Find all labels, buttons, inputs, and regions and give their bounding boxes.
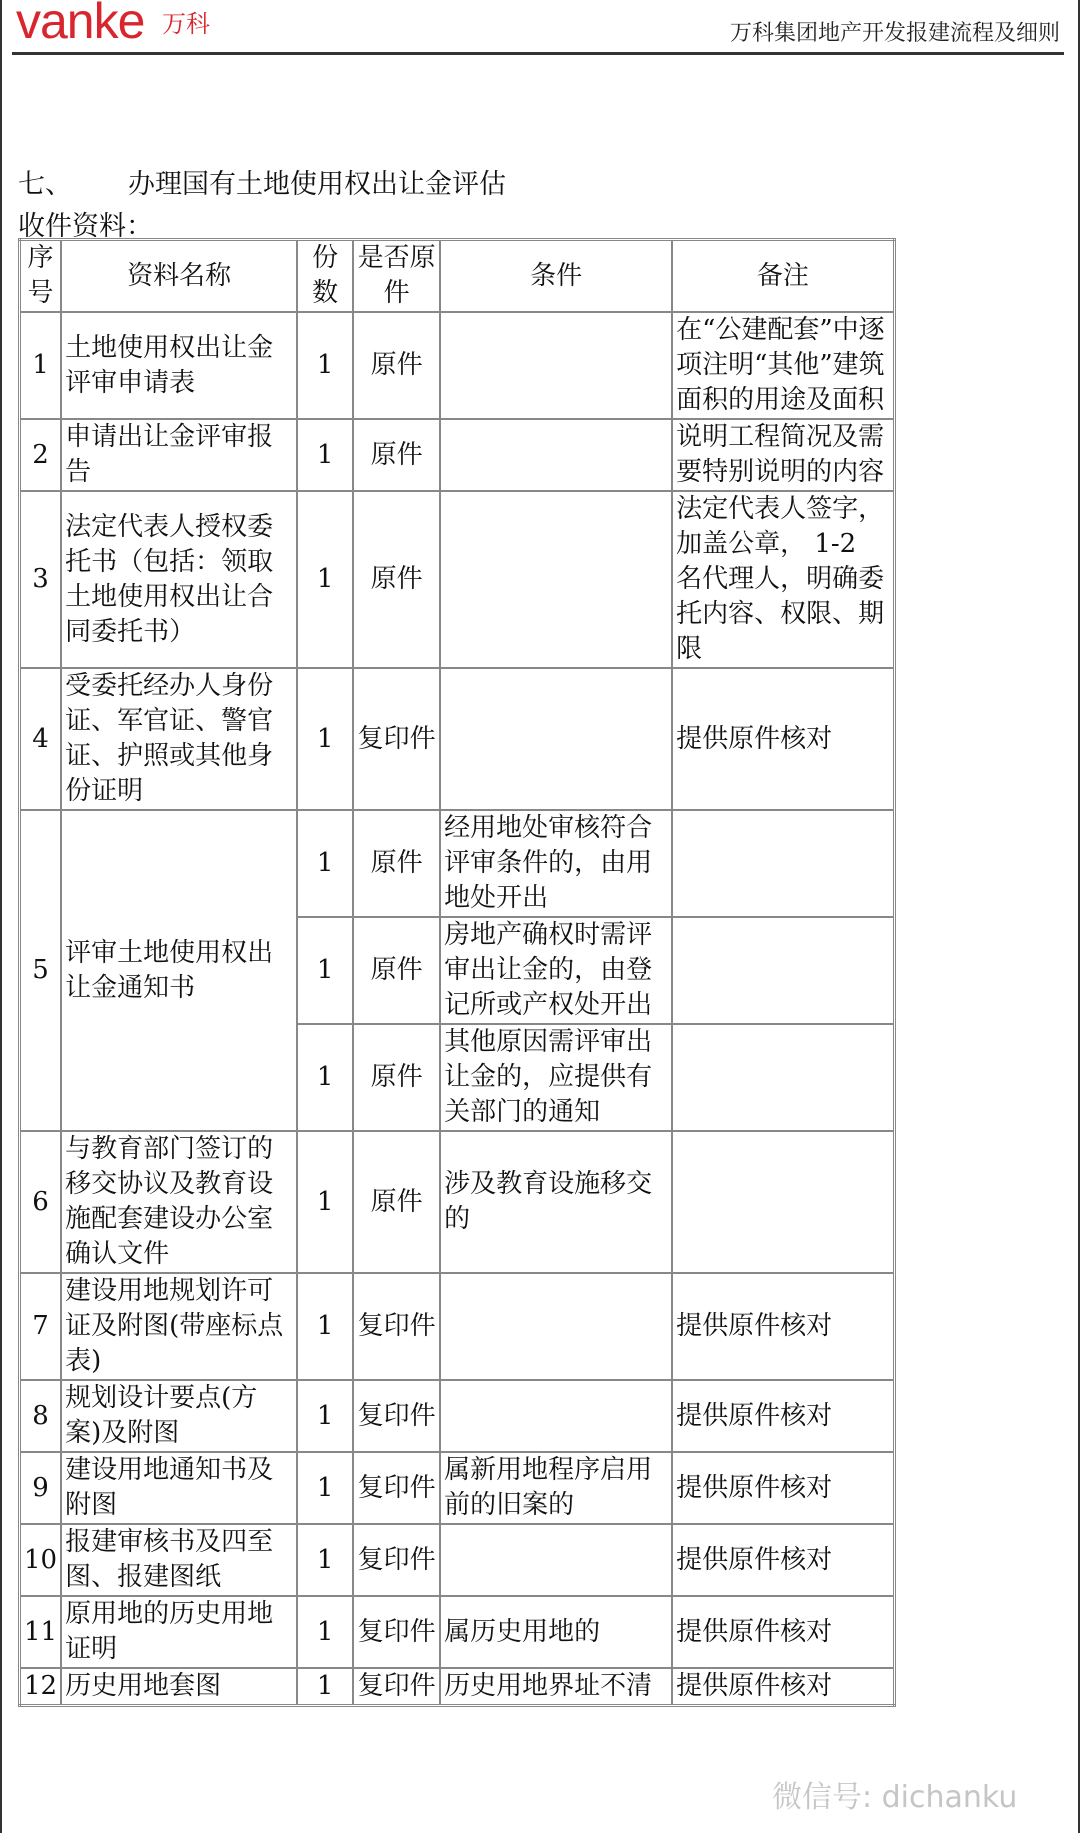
cell-no: 4: [20, 668, 62, 810]
cell-condition: [440, 312, 672, 419]
cell-copies: 1: [297, 1452, 353, 1524]
table-row: [20, 419, 895, 491]
cell-condition: 其他原因需评审出让金的，应提供有关部门的通知: [440, 1024, 672, 1131]
cell-copies: 1: [297, 810, 353, 917]
cell-condition: [440, 491, 672, 668]
cell-no: 2: [20, 419, 62, 491]
vanke-logo: vanke: [16, 0, 145, 49]
cell-original: 原件: [353, 491, 440, 668]
cell-condition: [440, 668, 672, 810]
table-row: [20, 1273, 895, 1380]
table-row: [20, 312, 895, 419]
cell-condition: 涉及教育设施移交的: [440, 1131, 672, 1273]
cell-note: 法定代表人签字，加盖公章， 1-2 名代理人，明确委托内容、权限、期限: [672, 491, 894, 668]
table-row: [20, 1380, 895, 1452]
cell-copies: 1: [297, 419, 353, 491]
section-subtitle: 收件资料：: [18, 211, 153, 242]
cell-copies: 1: [297, 1131, 353, 1273]
cell-original: 原件: [353, 1024, 440, 1131]
cell-name: 规划设计要点(方案)及附图: [61, 1380, 297, 1452]
column-header: 序号: [20, 240, 62, 313]
cell-name: 建设用地通知书及附图: [61, 1452, 297, 1524]
cell-note: [672, 1024, 894, 1131]
cell-no: 8: [20, 1380, 62, 1452]
column-header: 是否原件: [353, 240, 440, 313]
table-row: [20, 1131, 895, 1273]
section-number: 七、: [18, 169, 72, 200]
cell-copies: 1: [297, 1668, 353, 1706]
cell-name: 法定代表人授权委托书（包括：领取土地使用权出让合同委托书）: [61, 491, 297, 668]
cell-note: 提供原件核对: [672, 1452, 894, 1524]
vanke-logo-cn: 万科: [162, 10, 210, 38]
cell-note: 提供原件核对: [672, 1668, 894, 1706]
cell-no: 7: [20, 1273, 62, 1380]
cell-name: 历史用地套图: [61, 1668, 297, 1706]
table-row: [20, 1524, 895, 1596]
cell-name: 原用地的历史用地证明: [61, 1596, 297, 1668]
cell-original: 原件: [353, 810, 440, 917]
cell-condition: [440, 1273, 672, 1380]
table-row: [20, 810, 895, 917]
cell-copies: 1: [297, 1380, 353, 1452]
cell-copies: 1: [297, 917, 353, 1024]
cell-original: 原件: [353, 312, 440, 419]
section-heading: [18, 162, 506, 201]
cell-note: [672, 917, 894, 1024]
cell-copies: 1: [297, 1524, 353, 1596]
cell-original: 原件: [353, 917, 440, 1024]
table-row: [20, 1596, 895, 1668]
cell-note: 提供原件核对: [672, 1380, 894, 1452]
cell-condition: 经用地处审核符合评审条件的，由用地处开出: [440, 810, 672, 917]
cell-no: 11: [20, 1596, 62, 1668]
cell-no: 9: [20, 1452, 62, 1524]
cell-copies: 1: [297, 312, 353, 419]
cell-condition: [440, 1524, 672, 1596]
cell-note: 说明工程简况及需要特别说明的内容: [672, 419, 894, 491]
cell-copies: 1: [297, 668, 353, 810]
section-title: 办理国有土地使用权出让金评估: [128, 169, 506, 200]
cell-name: 申请出让金评审报告: [61, 419, 297, 491]
cell-condition: 房地产确权时需评审出让金的，由登记所或产权处开出: [440, 917, 672, 1024]
cell-condition: 属新用地程序启用前的旧案的: [440, 1452, 672, 1524]
column-header: 资料名称: [61, 240, 297, 313]
table-row: [20, 491, 895, 668]
cell-name: 报建审核书及四至图、报建图纸: [61, 1524, 297, 1596]
cell-note: 提供原件核对: [672, 668, 894, 810]
documents-table: [18, 238, 896, 1707]
table-row: [20, 1452, 895, 1524]
cell-original: 复印件: [353, 1668, 440, 1706]
cell-note: 在“公建配套”中逐项注明“其他”建筑面积的用途及面积: [672, 312, 894, 419]
cell-condition: 属历史用地的: [440, 1596, 672, 1668]
cell-original: 复印件: [353, 668, 440, 810]
cell-name: 与教育部门签订的移交协议及教育设施配套建设办公室确认文件: [61, 1131, 297, 1273]
cell-original: 复印件: [353, 1524, 440, 1596]
cell-original: 复印件: [353, 1452, 440, 1524]
cell-note: [672, 1131, 894, 1273]
cell-no: 6: [20, 1131, 62, 1273]
cell-original: 原件: [353, 419, 440, 491]
cell-original: 原件: [353, 1131, 440, 1273]
cell-no: 10: [20, 1524, 62, 1596]
cell-no: 5: [20, 810, 62, 1131]
watermark: 微信号: dichanku: [772, 1780, 1018, 1815]
cell-condition: [440, 419, 672, 491]
cell-note: 提供原件核对: [672, 1596, 894, 1668]
cell-original: 复印件: [353, 1273, 440, 1380]
cell-note: 提供原件核对: [672, 1273, 894, 1380]
table-header-row: [20, 240, 895, 313]
column-header: 备注: [672, 240, 894, 313]
cell-copies: 1: [297, 1596, 353, 1668]
cell-no: 12: [20, 1668, 62, 1706]
cell-original: 复印件: [353, 1596, 440, 1668]
document-title: 万科集团地产开发报建流程及细则: [729, 21, 1060, 46]
cell-copies: 1: [297, 1024, 353, 1131]
column-header: 份数: [297, 240, 353, 313]
cell-condition: 历史用地界址不清: [440, 1668, 672, 1706]
cell-copies: 1: [297, 1273, 353, 1380]
cell-name: 建设用地规划许可证及附图(带座标点表): [61, 1273, 297, 1380]
table-row: [20, 668, 895, 810]
cell-condition: [440, 1380, 672, 1452]
table-row: [20, 1668, 895, 1706]
cell-note: 提供原件核对: [672, 1524, 894, 1596]
cell-copies: 1: [297, 491, 353, 668]
cell-no: 3: [20, 491, 62, 668]
header-divider: [12, 52, 1064, 55]
cell-name: 评审土地使用权出让金通知书: [61, 810, 297, 1131]
cell-name: 土地使用权出让金评审申请表: [61, 312, 297, 419]
cell-name: 受委托经办人身份证、军官证、警官证、护照或其他身份证明: [61, 668, 297, 810]
cell-note: [672, 810, 894, 917]
cell-original: 复印件: [353, 1380, 440, 1452]
column-header: 条件: [440, 240, 672, 313]
cell-no: 1: [20, 312, 62, 419]
